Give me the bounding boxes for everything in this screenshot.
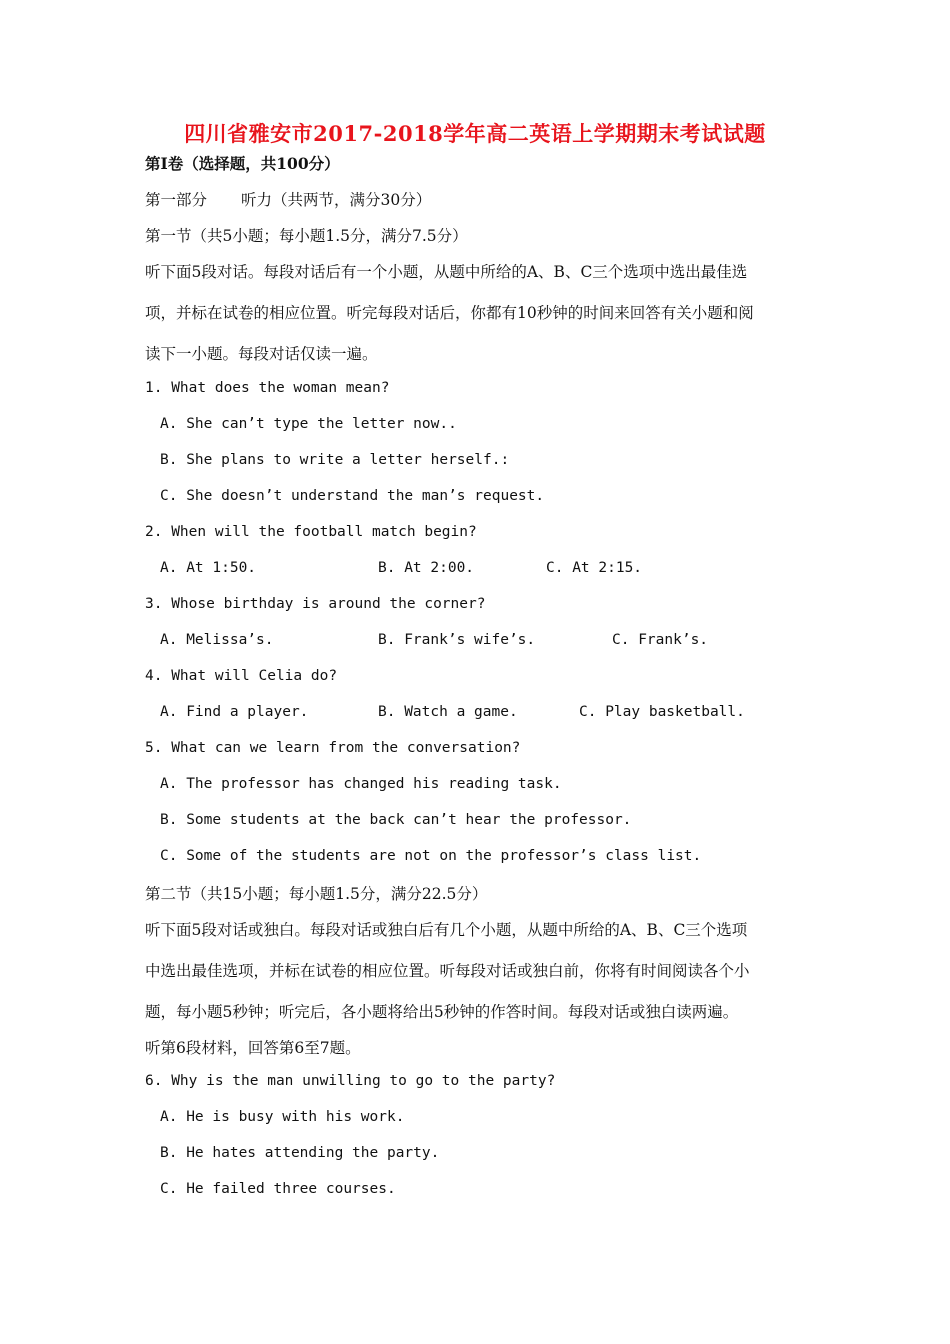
question-3-stem: 3. Whose birthday is around the corner? <box>145 596 486 612</box>
question-6-option-c: C. He failed three courses. <box>160 1181 396 1197</box>
instructions2-line-3: 题，每小题5秒钟；听完后，各小题将给出5秒钟的作答时间。每段对话或独白读两遍。 <box>145 1003 739 1021</box>
question-2-option-a: A. At 1:50. <box>160 560 257 576</box>
question-1-stem: 1. What does the woman mean? <box>145 380 390 396</box>
question-4-stem: 4. What will Celia do? <box>145 668 338 684</box>
question-5-stem: 5. What can we learn from the conversation? <box>145 740 521 756</box>
question-2-option-b: B. At 2:00. <box>378 560 475 576</box>
question-1-option-c: C. She doesn’t understand the man’s request. <box>160 488 545 504</box>
instructions2-line-2: 中选出最佳选项，并标在试卷的相应位置。听每段对话或独白前，你将有时间阅读各个小 <box>145 962 750 980</box>
question-3-option-c: C. Frank’s. <box>612 632 709 648</box>
instructions-line-3: 读下一小题。每段对话仅读一遍。 <box>145 345 378 363</box>
part1-heading-right: 听力（共两节，满分30分） <box>241 191 432 209</box>
instructions-line-1: 听下面5段对话。每段对话后有一个小题，从题中所给的A、B、C三个选项中选出最佳选 <box>145 263 748 281</box>
question-2-option-c: C. At 2:15. <box>546 560 643 576</box>
question-6-stem: 6. Why is the man unwilling to go to the party? <box>145 1073 556 1089</box>
part1-heading <box>145 188 431 210</box>
question-1-option-a: A. She can’t type the letter now.. <box>160 416 457 432</box>
section2-heading: 第二节（共15小题；每小题1.5分，满分22.5分） <box>145 885 488 903</box>
material-6-note: 听第6段材料，回答第6至7题。 <box>145 1039 361 1057</box>
question-6-option-b: B. He hates attending the party. <box>160 1145 440 1161</box>
question-3-option-a: A. Melissa’s. <box>160 632 274 648</box>
question-4-option-a: A. Find a player. <box>160 704 309 720</box>
question-6-option-a: A. He is busy with his work. <box>160 1109 405 1125</box>
part1-heading-left: 第一部分 <box>145 191 208 209</box>
question-4-option-b: B. Watch a game. <box>378 704 518 720</box>
question-5-option-a: A. The professor has changed his reading task. <box>160 776 562 792</box>
question-1-option-b: B. She plans to write a letter herself.: <box>160 452 510 468</box>
question-5-option-c: C. Some of the students are not on the professor’s class list. <box>160 848 702 864</box>
question-3-option-b: B. Frank’s wife’s. <box>378 632 536 648</box>
question-2-stem: 2. When will the football match begin? <box>145 524 477 540</box>
page-title: 四川省雅安市2017-2018学年高二英语上学期期末考试试题 <box>184 121 766 146</box>
section1-heading: 第一节（共5小题；每小题1.5分，满分7.5分） <box>145 227 468 245</box>
instructions-line-2: 项，并标在试卷的相应位置。听完每段对话后，你都有10秒钟的时间来回答有关小题和阅 <box>145 304 754 322</box>
volume-heading: 第I卷（选择题，共100分） <box>145 154 340 173</box>
question-4-option-c: C. Play basketball. <box>579 704 745 720</box>
question-5-option-b: B. Some students at the back can’t hear the professor. <box>160 812 632 828</box>
instructions2-line-1: 听下面5段对话或独白。每段对话或独白后有几个小题，从题中所给的A、B、C三个选项 <box>145 921 748 939</box>
